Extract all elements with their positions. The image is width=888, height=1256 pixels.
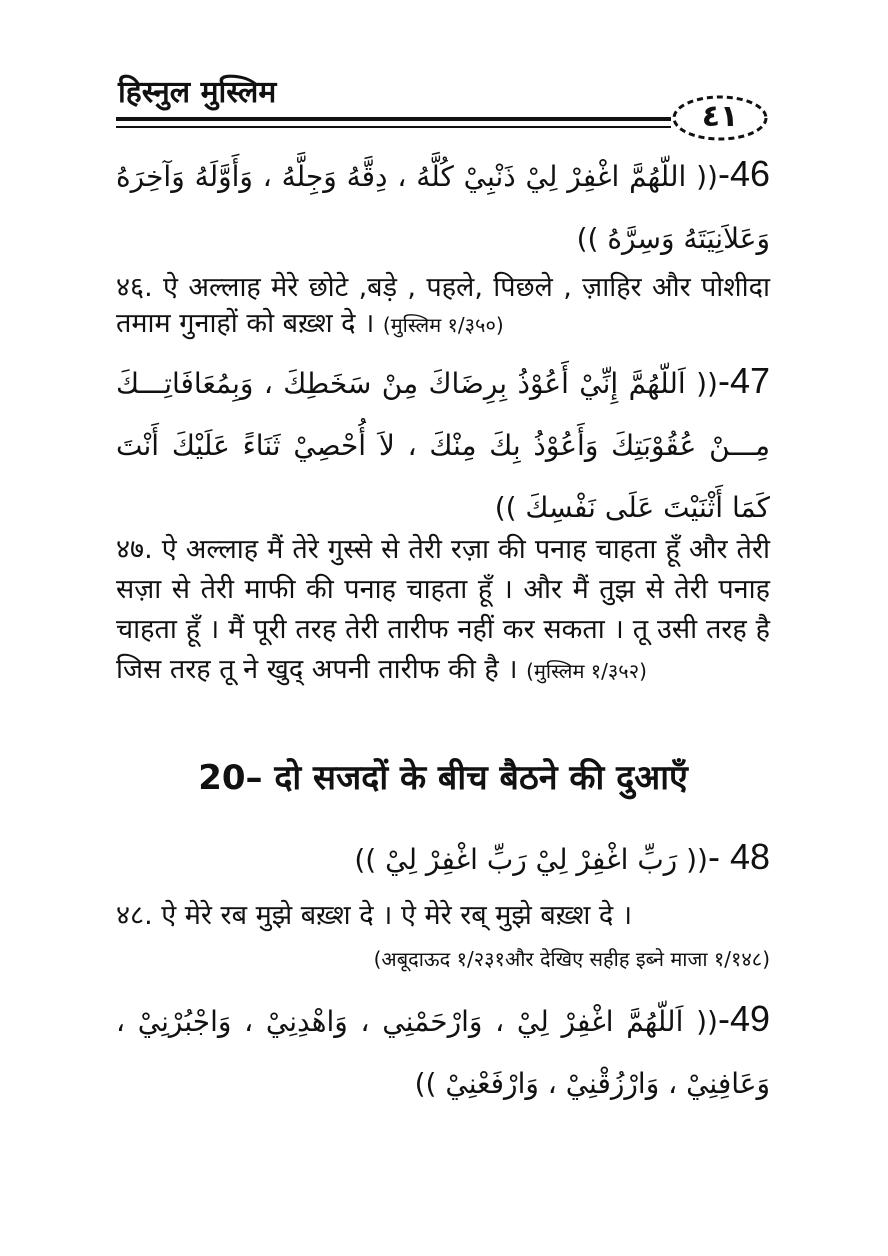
- dua-47-translation-text: ४७. ऐ अल्लाह मैं तेरे गुस्से से तेरी रज़ा की पनाह चाहता हूँ और तेरी सज़ा से तेरी माफी की पनाह चाहता हूँ । और मैं तुझ से तेरी पनाह चाहता हूँ । मैं पूरी तरह तेरी तारीफ नहीं कर सकता । तू उसी तरह है जिस तरह तू ने खुद् अपनी तारीफ की है ।: [116, 534, 770, 685]
- dua-47-arabic: [116, 350, 770, 539]
- dua-48-number: 48 -: [707, 836, 770, 877]
- header-rule-thick: [116, 117, 671, 121]
- dua-46-arabic: [116, 143, 770, 270]
- header-rule-thin: [116, 126, 671, 128]
- book-title: हिस्नुल मुस्लिम: [118, 75, 277, 110]
- dua-49-arabic-text: (( اَللّهُمَّ اغْفِرْ لِيْ ، وَارْحَمْنِي ، وَاهْدِنِيْ ، وَاجْبُرْنِيْ ، وَعَافِنِيْ ، وَارْزُقْنِيْ ، وَارْفَعْنِيْ )): [116, 1005, 770, 1100]
- dua-46-translation-text: ४६. ऐ अल्लाह मेरे छोटे ,बड़े , पहले, पिछले , ज़ाहिर और पोशीदा तमाम गुनाहों को बख़्श दे ।: [116, 272, 770, 339]
- dua-49-number: 49-: [717, 998, 770, 1039]
- dua-46-translation: [116, 270, 770, 343]
- dua-48-reference: (अबूदाऊद १/२३१और देखिए सहीह इब्ने माजा १/१४८): [373, 947, 770, 971]
- dua-48-translation: ४८. ऐ मेरे रब मुझे बख़्श दे । ऐ मेरे रब् मुझे बख़्श दे ।: [116, 900, 633, 931]
- page-number: ٤١: [701, 99, 739, 134]
- dua-47-reference: (मुस्लिम १/३५२): [526, 659, 647, 683]
- dua-48-arabic-text: (( رَبِّ اغْفِرْ لِيْ رَبِّ اغْفِرْ لِيْ )): [354, 843, 708, 876]
- dua-47-translation: [116, 530, 770, 691]
- dua-46-reference: (मुस्लिम १/३५०): [382, 313, 504, 337]
- dua-46-number: 46-: [717, 153, 770, 194]
- section-title: 20– दो सजदों के बीच बैठने की दुआएँ: [198, 758, 688, 798]
- dua-46-arabic-text: (( اللّهُمَّ اغْفِرْ لِيْ ذَنْبِيْ كُلَّهُ ، دِقَّهُ وَجِلَّهُ ، وَأَوَّلَهُ وَآخِرَهُ وَعَلاَنِيَتَهُ وَسِرَّهُ )): [116, 160, 770, 255]
- dua-47-arabic-text: (( اَللّهُمَّ إِنِّيْ أَعُوْذُ بِرِضَاكَ مِنْ سَخَطِكَ ، وَبِمُعَافَاتِـــكَ مِـــنْ عُقُوْبَتِكَ وَأَعُوْذُ بِكَ مِنْكَ ، لاَ أُحْصِيْ ثَنَاءً عَلَيْكَ أَنْتَ كَمَا أَثْنَيْتَ عَلَى نَفْسِكَ )): [116, 367, 770, 524]
- dua-48-arabic: [116, 826, 770, 891]
- dua-49-arabic: [116, 988, 770, 1115]
- dua-47-number: 47-: [717, 360, 770, 401]
